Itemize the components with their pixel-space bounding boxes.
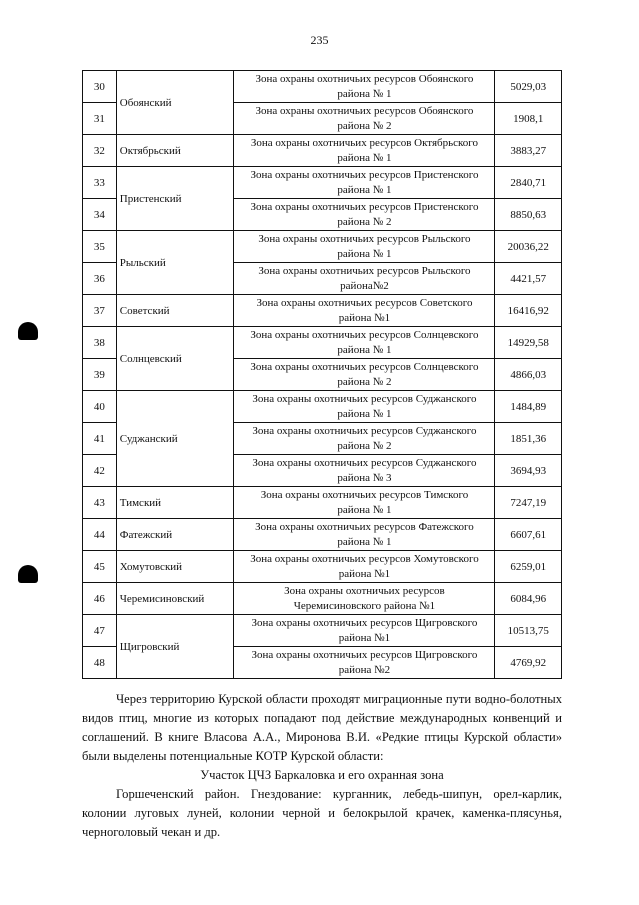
district-cell: Рыльский [116, 231, 234, 295]
area-cell: 14929,58 [495, 327, 562, 359]
area-cell: 20036,22 [495, 231, 562, 263]
zone-name-cell [234, 551, 495, 583]
zone-name-cell [234, 135, 495, 167]
zone-name-line: Зона охраны охотничьих ресурсов Рыльского [258, 264, 471, 277]
binder-hole-mark [18, 322, 38, 340]
area-cell: 1908,1 [495, 103, 562, 135]
district-cell: Советский [116, 295, 234, 327]
area-cell: 10513,75 [495, 615, 562, 647]
zone-name-line: Зона охраны охотничьих ресурсов Обоянского [255, 72, 474, 85]
area-cell: 6259,01 [495, 551, 562, 583]
zone-name-cell [234, 71, 495, 103]
area-cell: 4421,57 [495, 263, 562, 295]
row-number-cell: 47 [83, 615, 117, 647]
zone-name-line: района №2 [338, 663, 391, 676]
zone-name-line: района № 1 [337, 343, 392, 356]
area-cell: 4769,92 [495, 647, 562, 679]
table-row [83, 583, 562, 615]
area-cell: 1851,36 [495, 423, 562, 455]
zone-name-line: Зона охраны охотничьих ресурсов Советского [256, 296, 473, 309]
area-cell: 8850,63 [495, 199, 562, 231]
row-number-cell: 37 [83, 295, 117, 327]
zone-name-line: Зона охраны охотничьих ресурсов Солнцевского [250, 360, 479, 373]
area-cell: 3694,93 [495, 455, 562, 487]
page-number: 235 [310, 33, 329, 47]
table-row [83, 551, 562, 583]
row-number-cell: 30 [83, 71, 117, 103]
area-cell: 5029,03 [495, 71, 562, 103]
zone-name-line: района № 1 [337, 407, 392, 420]
district-cell: Октябрьский [116, 135, 234, 167]
district-cell: Черемисиновский [116, 583, 234, 615]
zone-name-line: Зона охраны охотничьих ресурсов [284, 584, 445, 597]
zone-name-line: Зона охраны охотничьих ресурсов Пристенского [250, 168, 479, 181]
district-cell: Суджанский [116, 391, 234, 487]
area-cell: 3883,27 [495, 135, 562, 167]
row-number-cell: 39 [83, 359, 117, 391]
district-cell: Обоянский [116, 71, 234, 135]
table-row [83, 519, 562, 551]
area-cell: 16416,92 [495, 295, 562, 327]
row-number-cell: 46 [83, 583, 117, 615]
row-number-cell: 42 [83, 455, 117, 487]
zone-name-line: района № 3 [337, 471, 392, 484]
zone-name-cell [234, 327, 495, 359]
district-cell: Пристенский [116, 167, 234, 231]
area-cell: 1484,89 [495, 391, 562, 423]
area-cell: 7247,19 [495, 487, 562, 519]
table-row [83, 327, 562, 359]
zone-name-line: Зона охраны охотничьих ресурсов Рыльского [258, 232, 471, 245]
zone-name-line: района № 2 [337, 119, 392, 132]
zone-name-line: Зона охраны охотничьих ресурсов Солнцевского [250, 328, 479, 341]
zone-name-line: района № 2 [337, 439, 392, 452]
zone-name-line: Черемисиновского района №1 [293, 599, 436, 612]
zone-name-line: Зона охраны охотничьих ресурсов Тимского [260, 488, 469, 501]
row-number-cell: 35 [83, 231, 117, 263]
zone-name-cell [234, 103, 495, 135]
table-row [83, 135, 562, 167]
zone-name-cell [234, 231, 495, 263]
area-cell: 4866,03 [495, 359, 562, 391]
hunting-zones-table [82, 70, 562, 679]
zone-name-line: района №1 [338, 567, 391, 580]
row-number-cell: 33 [83, 167, 117, 199]
table-row [83, 487, 562, 519]
zone-name-cell [234, 263, 495, 295]
paragraph-migration: Через территорию Курской области проходят миграционные пути водно-болотных видов птиц, многие из которых попадают под действие международных конвенций и соглашений. В книге Власова А.А., Миронова В.И. «Редкие птицы Курской области» были выделены потенциальные КОТР Курской области: [82, 692, 562, 763]
table-row [83, 295, 562, 327]
row-number-cell: 43 [83, 487, 117, 519]
paragraph-gorshechensky: Горшеченский район. Гнездование: курганник, лебедь-шипун, орел-карлик, колонии луговых луней, колонии черной и белокрылой крачек, каменка-плясунья, черноголовый чекан и др. [82, 787, 562, 839]
zone-name-cell [234, 519, 495, 551]
zone-name-line: Зона охраны охотничьих ресурсов Хомутовского [250, 552, 479, 565]
zone-name-cell [234, 199, 495, 231]
zone-name-line: района № 1 [337, 183, 392, 196]
zone-name-cell [234, 295, 495, 327]
zone-name-line: Зона охраны охотничьих ресурсов Фатежского [255, 520, 474, 533]
zone-name-line: Зона охраны охотничьих ресурсов Октябрьского [250, 136, 479, 149]
zone-name-line: Зона охраны охотничьих ресурсов Суджанского [252, 456, 477, 469]
area-cell: 2840,71 [495, 167, 562, 199]
district-cell: Щигровский [116, 615, 234, 679]
zone-name-cell [234, 647, 495, 679]
table-row [83, 167, 562, 199]
zone-name-line: Зона охраны охотничьих ресурсов Щигровского [251, 648, 478, 661]
table-row [83, 71, 562, 103]
zone-name-cell [234, 423, 495, 455]
row-number-cell: 45 [83, 551, 117, 583]
row-number-cell: 34 [83, 199, 117, 231]
zone-name-line: Зона охраны охотничьих ресурсов Суджанского [252, 392, 477, 405]
district-cell: Фатежский [116, 519, 234, 551]
table-body [83, 71, 562, 679]
row-number-cell: 32 [83, 135, 117, 167]
zone-name-line: района № 1 [337, 87, 392, 100]
zone-name-line: района № 2 [337, 215, 392, 228]
zone-name-cell [234, 167, 495, 199]
row-number-cell: 41 [83, 423, 117, 455]
table-row [83, 615, 562, 647]
zone-name-line: Зона охраны охотничьих ресурсов Пристенского [250, 200, 479, 213]
zone-name-line: Зона охраны охотничьих ресурсов Обоянского [255, 104, 474, 117]
zone-name-cell [234, 359, 495, 391]
zone-name-line: района № 1 [337, 535, 392, 548]
zone-name-cell [234, 391, 495, 423]
zone-name-line: Зона охраны охотничьих ресурсов Суджанского [252, 424, 477, 437]
table-row [83, 391, 562, 423]
zone-name-cell [234, 615, 495, 647]
zone-name-cell [234, 487, 495, 519]
zone-name-line: района № 1 [337, 247, 392, 260]
binder-hole-mark [18, 565, 38, 583]
zone-name-line: района № 1 [337, 151, 392, 164]
zone-name-line: района № 1 [337, 503, 392, 516]
row-number-cell: 44 [83, 519, 117, 551]
row-number-cell: 36 [83, 263, 117, 295]
district-cell: Солнцевский [116, 327, 234, 391]
table-row [83, 231, 562, 263]
zone-name-cell [234, 583, 495, 615]
zone-name-line: района №1 [338, 631, 391, 644]
zone-name-line: района № 2 [337, 375, 392, 388]
row-number-cell: 48 [83, 647, 117, 679]
row-number-cell: 38 [83, 327, 117, 359]
zone-name-line: района №1 [338, 311, 391, 324]
body-text [82, 690, 562, 842]
zone-name-line: района№2 [340, 279, 389, 292]
row-number-cell: 31 [83, 103, 117, 135]
district-cell: Тимский [116, 487, 234, 519]
section-heading: Участок ЦЧЗ Баркаловка и его охранная зона [200, 768, 444, 782]
row-number-cell: 40 [83, 391, 117, 423]
district-cell: Хомутовский [116, 551, 234, 583]
area-cell: 6084,96 [495, 583, 562, 615]
zone-name-cell [234, 455, 495, 487]
zone-name-line: Зона охраны охотничьих ресурсов Щигровского [251, 616, 478, 629]
area-cell: 6607,61 [495, 519, 562, 551]
